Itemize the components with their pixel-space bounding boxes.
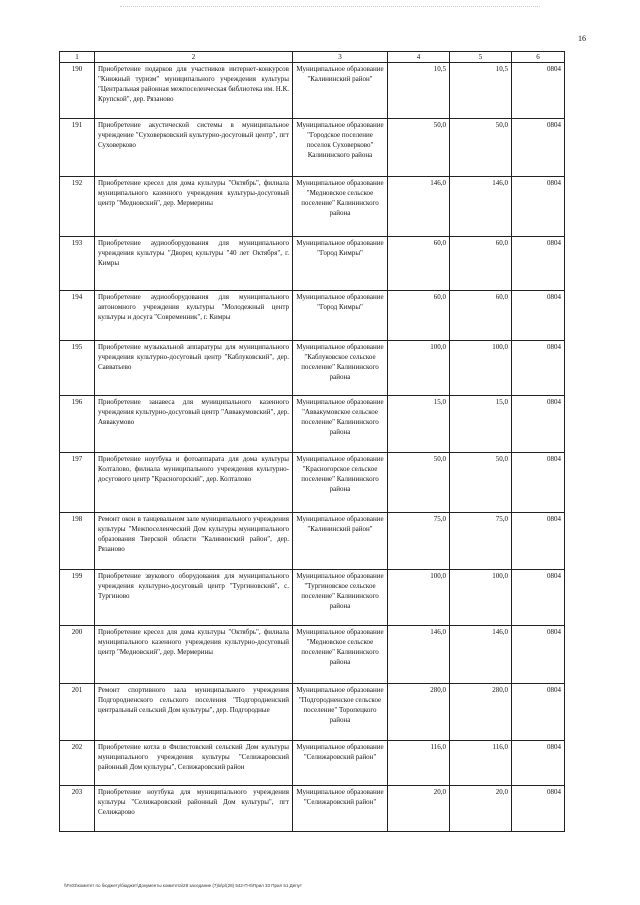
col-header: 5 xyxy=(450,52,512,63)
row-description: Приобретение занавеса для муниципального казенного учреждения культурно-досуговый центр "Аввакумовский", дер. Аввакумово xyxy=(95,396,293,453)
row-amount-2: 100,0 xyxy=(450,570,512,626)
table-row xyxy=(60,570,565,626)
table-row xyxy=(60,237,565,291)
row-code: 0804 xyxy=(512,396,565,453)
col-header: 2 xyxy=(95,52,293,63)
row-code: 0804 xyxy=(512,786,565,832)
row-amount-1: 75,0 xyxy=(388,513,450,570)
row-municipality: Муниципальное образование "Тургиновское сельское поселение" Калининского района xyxy=(293,570,388,626)
row-amount-1: 50,0 xyxy=(388,453,450,513)
row-amount-2: 60,0 xyxy=(450,291,512,341)
row-amount-1: 60,0 xyxy=(388,291,450,341)
table-row xyxy=(60,177,565,237)
row-amount-2: 280,0 xyxy=(450,684,512,741)
row-description: Ремонт спортивного зала муниципального учреждения Подгородненского сельского поселения "Подгородненский центральный сельский Дом культуры", дер. Подгородные xyxy=(95,684,293,741)
row-amount-1: 100,0 xyxy=(388,341,450,396)
row-number: 200 xyxy=(60,626,95,684)
row-municipality: Муниципальное образование "Город Кимры" xyxy=(293,237,388,291)
row-amount-1: 100,0 xyxy=(388,570,450,626)
row-municipality: Муниципальное образование "Калининский район" xyxy=(293,63,388,119)
row-code: 0804 xyxy=(512,741,565,786)
col-header: 4 xyxy=(388,52,450,63)
row-code: 0804 xyxy=(512,684,565,741)
row-number: 191 xyxy=(60,119,95,177)
row-description: Приобретение музыкальной аппаратуры для муниципального учреждения культурно-досуговый центр "Каблуковский", дер. Савватьево xyxy=(95,341,293,396)
table-row xyxy=(60,684,565,741)
row-municipality: Муниципальное образование "Городское поселение поселок Суховерково" Калининского района xyxy=(293,119,388,177)
table-row xyxy=(60,786,565,832)
row-number: 193 xyxy=(60,237,95,291)
row-amount-2: 15,0 xyxy=(450,396,512,453)
row-municipality: Муниципальное образование "Медновское сельское поселение" Калининского района xyxy=(293,626,388,684)
row-amount-2: 75,0 xyxy=(450,513,512,570)
row-amount-1: 60,0 xyxy=(388,237,450,291)
row-code: 0804 xyxy=(512,453,565,513)
row-number: 190 xyxy=(60,63,95,119)
row-amount-2: 50,0 xyxy=(450,119,512,177)
row-description: Приобретение акустической системы в муниципальное учреждение "Суховерковский культурно-досуговый центр", пгт Суховерково xyxy=(95,119,293,177)
row-municipality: Муниципальное образование "Селижаровский район" xyxy=(293,741,388,786)
allocation-table xyxy=(59,51,565,832)
row-amount-2: 146,0 xyxy=(450,177,512,237)
row-description: Приобретение ноутбука для муниципального учреждения культуры "Селижаровский районный Дом культуры", пгт Селижарово xyxy=(95,786,293,832)
file-path-footer: \\Fs03\комитет по бюджету\бюджет\Документы комитета\28 заседание (7)\к\р\(28) 542-П-6\Прил 33 Прил 51 Депут xyxy=(64,883,302,888)
row-amount-2: 20,0 xyxy=(450,786,512,832)
row-code: 0804 xyxy=(512,291,565,341)
row-description: Приобретение кресел для дома культуры "Октябрь", филиала муниципального казенного учреждения культурно-досуговый центр "Медновский", дер. Мермерины xyxy=(95,626,293,684)
row-description: Приобретение аудиооборудования для муниципального автономного учреждения культуры "Молодежный центр культуры и досуга "Современник", г. Кимры xyxy=(95,291,293,341)
row-code: 0804 xyxy=(512,177,565,237)
row-code: 0804 xyxy=(512,513,565,570)
row-amount-1: 116,0 xyxy=(388,741,450,786)
row-code: 0804 xyxy=(512,570,565,626)
row-amount-2: 146,0 xyxy=(450,626,512,684)
row-amount-2: 50,0 xyxy=(450,453,512,513)
row-amount-1: 146,0 xyxy=(388,177,450,237)
row-description: Приобретение звукового оборудования для муниципального учреждения культурно-досуговый центр "Тургиновский", с. Тургиново xyxy=(95,570,293,626)
row-number: 194 xyxy=(60,291,95,341)
row-number: 192 xyxy=(60,177,95,237)
row-number: 198 xyxy=(60,513,95,570)
row-municipality: Муниципальное образование "Город Кимры" xyxy=(293,291,388,341)
row-number: 202 xyxy=(60,741,95,786)
row-amount-2: 10,5 xyxy=(450,63,512,119)
table-row xyxy=(60,119,565,177)
col-header: 3 xyxy=(293,52,388,63)
row-description: Приобретение котла в Филистовский сельский Дом культуры муниципального учреждения культуры "Селижаровский районный Дом культуры", Селижаровский район xyxy=(95,741,293,786)
row-code: 0804 xyxy=(512,237,565,291)
table-row xyxy=(60,453,565,513)
row-number: 197 xyxy=(60,453,95,513)
row-amount-1: 15,0 xyxy=(388,396,450,453)
row-amount-1: 50,0 xyxy=(388,119,450,177)
row-municipality: Муниципальное образование "Медновское сельское поселение" Калининского района xyxy=(293,177,388,237)
table-row xyxy=(60,291,565,341)
row-number: 196 xyxy=(60,396,95,453)
row-code: 0804 xyxy=(512,341,565,396)
row-municipality: Муниципальное образование "Каблуковское сельское поселение" Калининского района xyxy=(293,341,388,396)
row-municipality: Муниципальное образование "Красногорское сельское поселение" Калининского района xyxy=(293,453,388,513)
row-number: 199 xyxy=(60,570,95,626)
row-amount-1: 10,5 xyxy=(388,63,450,119)
table-row xyxy=(60,396,565,453)
row-code: 0804 xyxy=(512,63,565,119)
table-row xyxy=(60,341,565,396)
row-amount-1: 20,0 xyxy=(388,786,450,832)
row-description: Ремонт окон в танцевальном зале муниципального учреждения культуры "Межпоселенческий Дом культуры муниципального образования Тверской области "Калининский район", дер. Рязаново xyxy=(95,513,293,570)
scan-artifact-line xyxy=(120,6,540,7)
row-municipality: Муниципальное образование "Калининский район" xyxy=(293,513,388,570)
row-description: Приобретение аудиооборудования для муниципального учреждения культуры "Дворец культуры "40 лет Октября", г. Кимры xyxy=(95,237,293,291)
row-code: 0804 xyxy=(512,626,565,684)
header-row xyxy=(60,52,565,63)
row-description: Приобретение подарков для участников интернет-конкурсов "Книжный туризм" муниципального учреждения культуры "Центральная районная межпоселенческая библиотека им. Н.К. Крупской", дер. Рязаново xyxy=(95,63,293,119)
table-row xyxy=(60,626,565,684)
row-municipality: Муниципальное образование "Подгородненское сельское поселение" Торопецкого района xyxy=(293,684,388,741)
table-row xyxy=(60,513,565,570)
row-amount-1: 280,0 xyxy=(388,684,450,741)
row-number: 195 xyxy=(60,341,95,396)
row-amount-2: 116,0 xyxy=(450,741,512,786)
col-header: 1 xyxy=(60,52,95,63)
row-number: 201 xyxy=(60,684,95,741)
row-amount-2: 60,0 xyxy=(450,237,512,291)
col-header: 6 xyxy=(512,52,565,63)
row-description: Приобретение ноутбука и фотоаппарата для дома культуры Колталово, филиала муниципального учреждения культурно-досугового центр "Красногорский", дер. Колталово xyxy=(95,453,293,513)
table-row xyxy=(60,63,565,119)
row-amount-1: 146,0 xyxy=(388,626,450,684)
row-municipality: Муниципальное образование "Аввакумовское сельское поселение" Калининского района xyxy=(293,396,388,453)
row-amount-2: 100,0 xyxy=(450,341,512,396)
row-code: 0804 xyxy=(512,119,565,177)
row-description: Приобретение кресел для дома культуры "Октябрь", филиала муниципального казенного учреждения культуры-досуговый центр "Медновский", дер. Мермерины xyxy=(95,177,293,237)
row-municipality: Муниципальное образование "Селижаровский район" xyxy=(293,786,388,832)
row-number: 203 xyxy=(60,786,95,832)
page-number: 16 xyxy=(578,34,586,43)
table-row xyxy=(60,741,565,786)
